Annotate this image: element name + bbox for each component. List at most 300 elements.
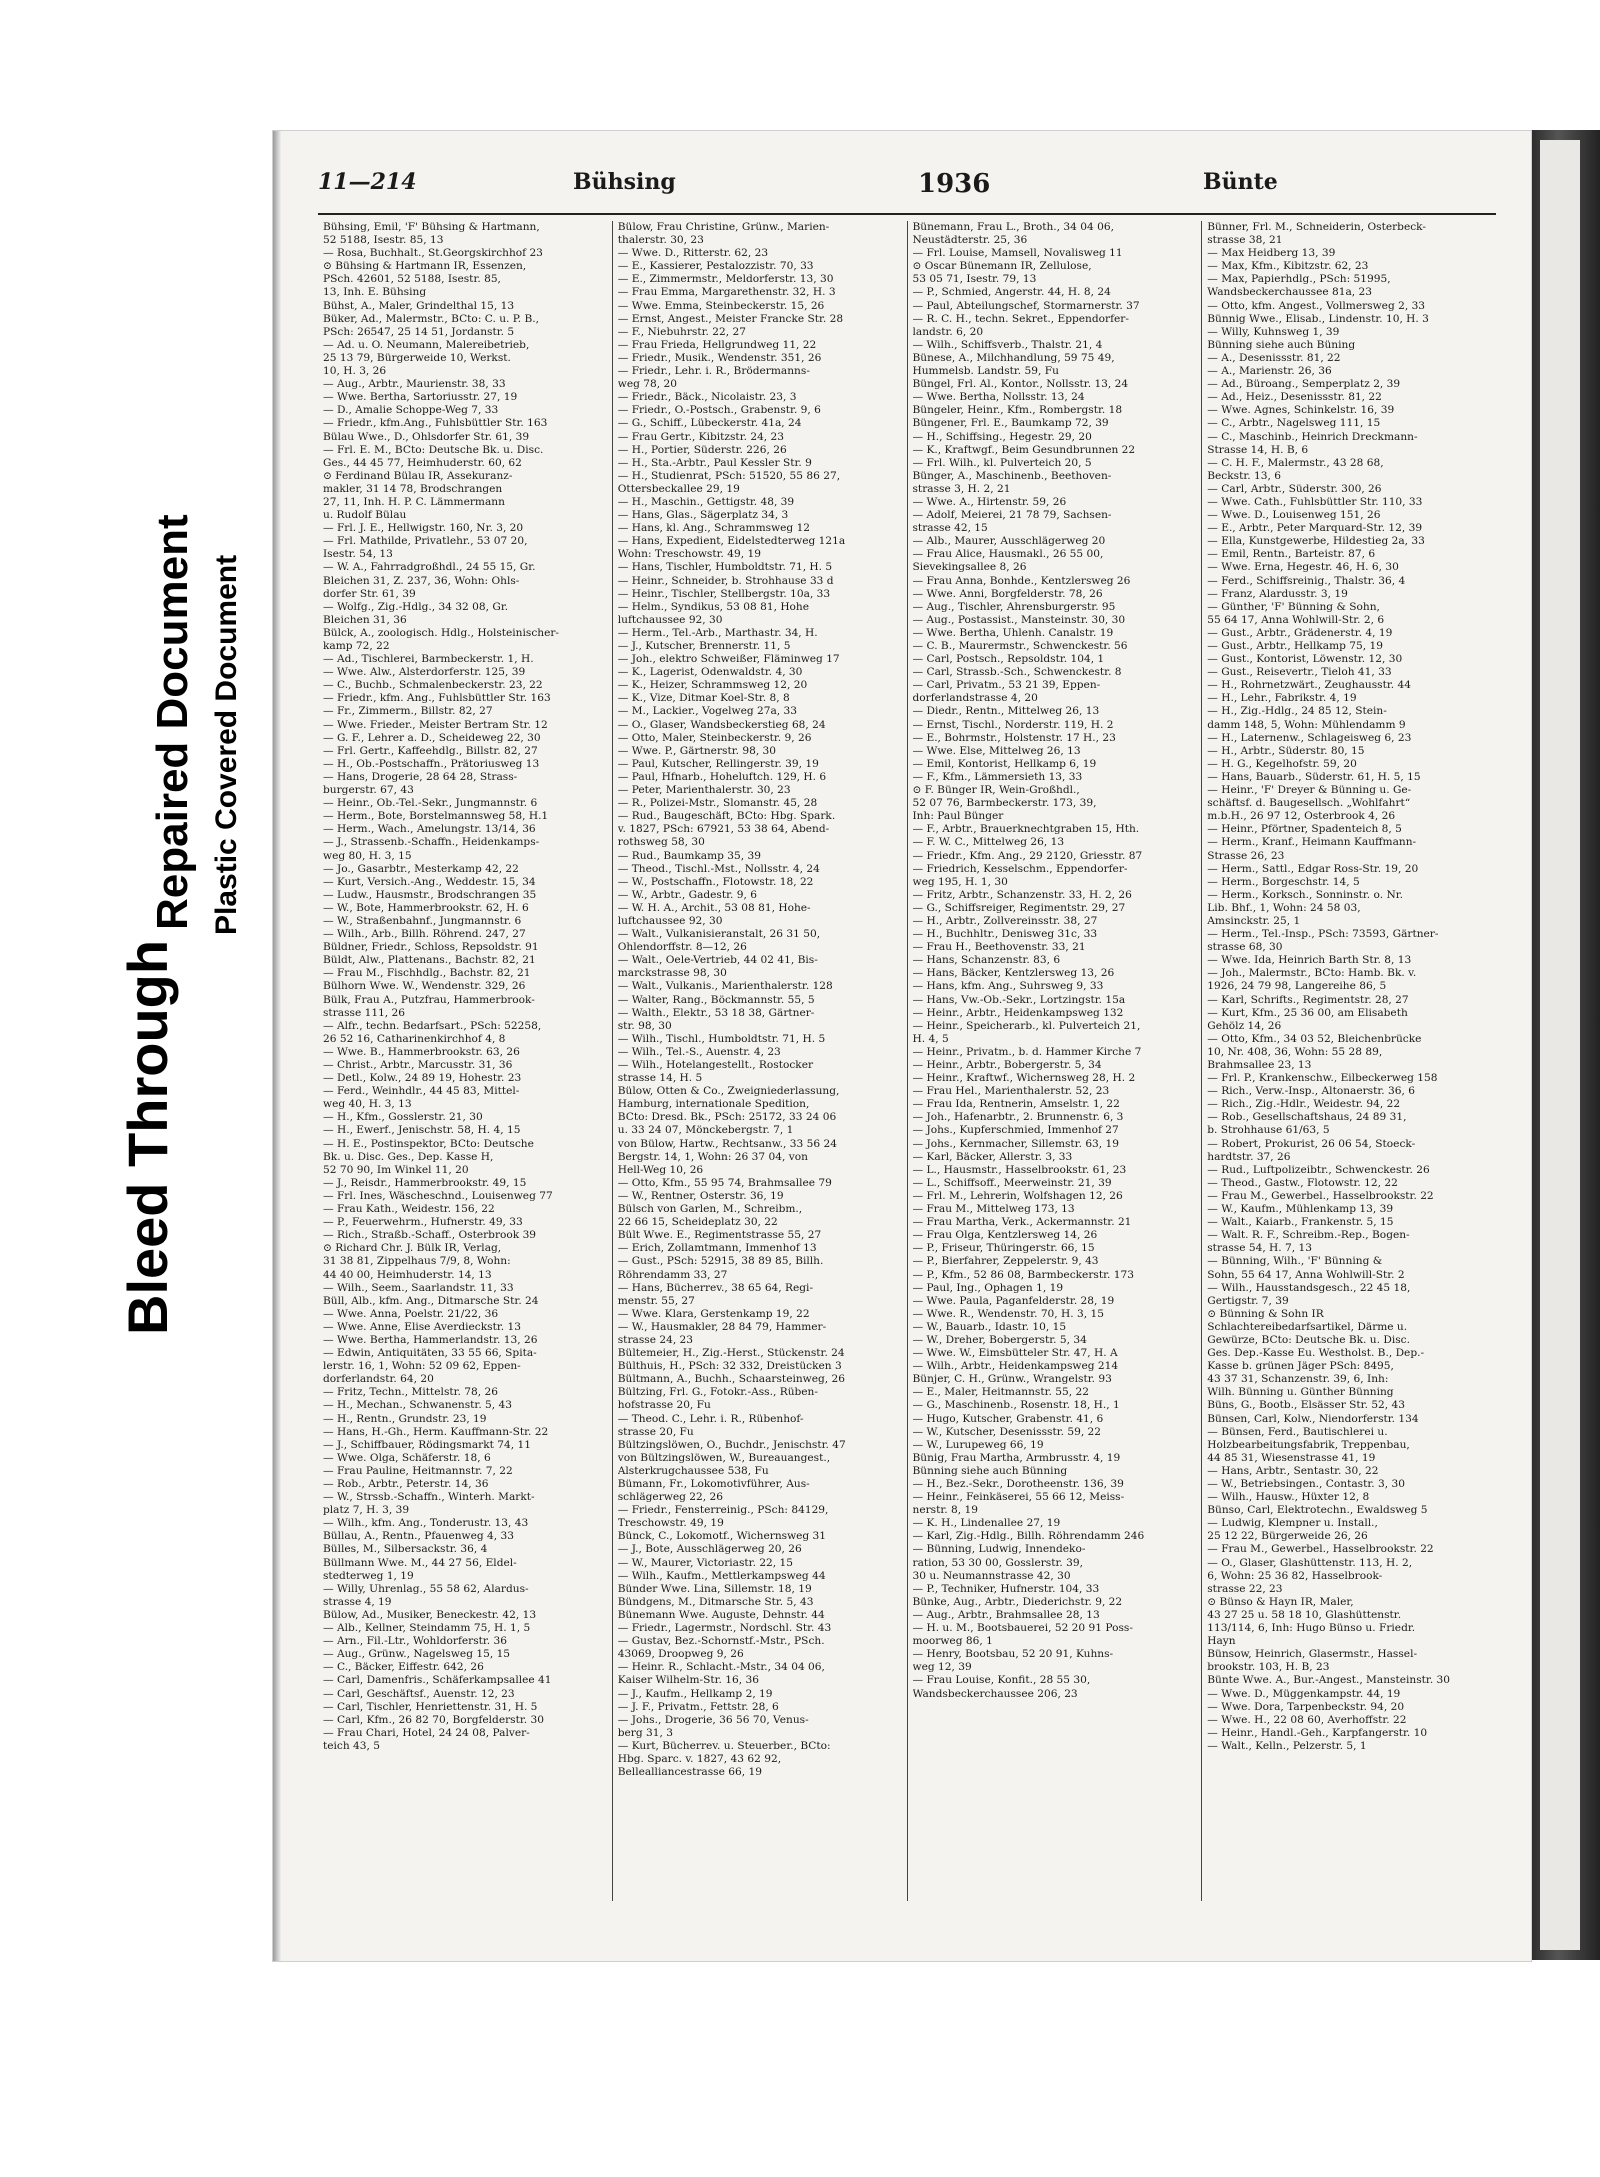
directory-entry-line: strasse 38, 21	[1207, 234, 1283, 247]
directory-entry-line: — Ad., Heiz., Desenissstr. 81, 22	[1207, 391, 1382, 404]
directory-entry-line: — Max, Papierhdlg., PSch: 51995,	[1207, 273, 1391, 286]
directory-entry-line: — C., Arbtr., Nagelsweg 111, 15	[1207, 417, 1381, 430]
directory-entry-line: — Frau Pauline, Heitmannstr. 7, 22	[323, 1464, 513, 1477]
directory-entry-line: Ohlendorffstr. 8—12, 26	[617, 941, 747, 954]
directory-entry-line: 44 85 31, Wiesenstrasse 41, 19	[1207, 1451, 1376, 1464]
directory-entry-line: — F. W. C., Mittelweg 26, 13	[912, 836, 1065, 849]
directory-entry-line: — Joh., Malermstr., BCto: Hamb. Bk. v.	[1207, 967, 1417, 980]
directory-entry-line: 31 38 81, Zippelhaus 7/9, 8, Wohn:	[323, 1255, 511, 1268]
directory-entry-line: — Wwe. Paula, Paganfelderstr. 28, 19	[912, 1294, 1115, 1307]
directory-entry-line: ⊙ Ferdinand Bülau IR, Assekuranz-	[323, 469, 513, 482]
directory-entry-line: schäftsf. d. Baugesellsch. „Wohlfahrt“	[1207, 797, 1411, 810]
directory-entry-line: — Hans, Vw.-Ob.-Sekr., Lortzingstr. 15a	[912, 993, 1126, 1006]
directory-entry-line: — Frau Frieda, Hellgrundweg 11, 22	[617, 338, 817, 351]
directory-entry-line: — Adolf, Meierei, 21 78 79, Sachsen-	[912, 509, 1112, 522]
directory-entry-line: — Walt., Kaiarb., Frankenstr. 5, 15	[1207, 1216, 1394, 1229]
directory-entry-line: — Peter, Marienthalerstr. 30, 23	[617, 784, 791, 797]
directory-entry-line: — Alfr., techn. Bedarfsart., PSch: 52258,	[323, 1019, 542, 1032]
directory-entry-line: — H., Studienrat, PSch: 51520, 55 86 27,	[617, 469, 841, 482]
directory-entry-line: Bühsing, Emil, 'F' Bühsing & Hartmann,	[323, 221, 540, 233]
directory-entry-line: — Ludw., Hausmstr., Brodschrangen 35	[323, 888, 537, 901]
directory-entry-line: — M., Lackier., Vogelweg 27a, 33	[617, 705, 798, 718]
entry-columns	[318, 221, 1496, 1901]
directory-entry-line: — Heinr., Pförtner, Spadenteich 8, 5	[1207, 823, 1402, 836]
directory-entry-line: — Kurt, Kfm., 25 36 00, am Elisabeth	[1207, 1006, 1408, 1019]
directory-entry-line: — Wwe. Bertha, Uhlenh. Canalstr. 19	[912, 626, 1114, 639]
directory-entry-line: — P., Feuerwehrm., Hufnerstr. 49, 33	[323, 1216, 523, 1229]
directory-entry-line: PSch: 26547, 25 14 51, Jordanstr. 5	[323, 325, 515, 338]
directory-entry-line: — C., Buchb., Schmalenbeckerstr. 23, 22	[323, 679, 543, 692]
directory-entry-line: — W., Arbtr., Gadestr. 9, 6	[617, 888, 757, 901]
directory-entry-line: — Frau Alice, Hausmakl., 26 55 00,	[912, 548, 1104, 561]
directory-entry-line: berg 31, 3	[617, 1726, 673, 1739]
directory-entry-line: strasse 42, 15	[912, 522, 988, 535]
directory-entry-line: kamp 72, 22	[323, 640, 390, 652]
directory-entry-line: — A., Desenissstr. 81, 22	[1207, 351, 1341, 364]
directory-entry-line: — Herm., Kranf., Heimann Kauffmann-	[1207, 836, 1417, 849]
directory-entry-line: — Wwe. Bertha, Nollsstr. 13, 24	[912, 391, 1085, 404]
directory-entry-line: — Joh., Hafenarbtr., 2. Brunnenstr. 6, 3	[912, 1111, 1124, 1124]
directory-entry-line: — Fritz, Techn., Mittelstr. 78, 26	[323, 1386, 498, 1399]
directory-entry-line: — Rud., Luftpolizeibtr., Schwenckestr. 26	[1207, 1163, 1430, 1176]
directory-entry-line: — Frl. Wilh., kl. Pulverteich 20, 5	[912, 456, 1092, 469]
directory-entry-line: — Willy, Kuhnsweg 1, 39	[1207, 325, 1340, 338]
directory-entry-line: — Frau M., Gewerbel., Hasselbrookstr. 22	[1207, 1189, 1434, 1202]
directory-entry-line: Holzbearbeitungsfabrik, Treppenbau,	[1207, 1438, 1410, 1451]
directory-entry-line: — Johs., Kupferschmied, Immenhof 27	[912, 1124, 1119, 1137]
directory-entry-line: — Gustav, Bez.-Schornstf.-Mstr., PSch.	[617, 1635, 825, 1648]
directory-entry-line: ⊙ Richard Chr. J. Bülk IR, Verlag,	[323, 1242, 502, 1255]
directory-entry-line: — Walth., Elektr., 53 18 38, Gärtner-	[617, 1006, 815, 1019]
directory-entry-line: Gehölz 14, 26	[1207, 1019, 1282, 1032]
directory-entry-line: Bleichen 31, Z. 237, 36, Wohn: Ohls-	[323, 574, 520, 587]
directory-entry-line: — Heinr., Schneider, b. Strohhause 33 d	[617, 574, 834, 587]
directory-entry-line: — Wwe. Erna, Hegestr. 46, H. 6, 30	[1207, 561, 1399, 574]
directory-entry-line: — Christ., Arbtr., Marcusstr. 31, 36	[323, 1059, 513, 1071]
directory-entry-line: — Wwe. Alw., Alsterdorferstr. 125, 39	[323, 666, 526, 679]
directory-entry-line: — G., Schiff., Lübeckerstr. 41a, 24	[617, 417, 802, 430]
directory-entry-line: Bellealliancestrasse 66, 19	[617, 1766, 762, 1779]
directory-entry-line: — Wwe. B., Hammerbrookstr. 63, 26	[323, 1045, 520, 1058]
directory-entry-line: — W., Straßenbahnf., Jungmannstr. 6	[323, 914, 522, 927]
directory-entry-line: — L., Hausmstr., Hasselbrookstr. 61, 23	[912, 1163, 1127, 1176]
directory-entry-line: — Walter, Rang., Böckmannstr. 55, 5	[617, 993, 815, 1006]
directory-entry-line: — Herm., Wach., Amelungstr. 13/14, 36	[323, 823, 536, 836]
directory-entry-line: — H., Sta.-Arbtr., Paul Kessler Str. 9	[617, 456, 812, 469]
directory-entry-line: — F., Kfm., Lämmersieth 13, 33	[912, 770, 1083, 783]
header-keyword-right: Bünte	[1203, 169, 1278, 195]
directory-entry-line: — Wwe. D., Ritterstr. 62, 23	[617, 247, 769, 260]
directory-entry-line: — Friedr., Lagermstr., Nordschl. Str. 43	[617, 1622, 832, 1635]
directory-entry-line: nerstr. 8, 19	[912, 1504, 978, 1517]
directory-entry-line: Kasse b. grünen Jäger PSch: 8495,	[1207, 1360, 1394, 1373]
directory-entry-line: — Wwe. D., Müggenkampstr. 44, 19	[1207, 1687, 1401, 1700]
directory-entry-line: — Max, Kfm., Kibitzstr. 62, 23	[1207, 260, 1369, 273]
directory-entry-line: Bünemann Wwe. Auguste, Dehnstr. 44	[617, 1608, 825, 1621]
directory-entry-line: — Gust., Reisevertr., Tieloh 41, 33	[1207, 666, 1392, 679]
directory-entry-line: — W., Strssb.-Schaffn., Winterh. Markt-	[323, 1491, 535, 1504]
directory-entry-line: — Wwe. R., Wendenstr. 70, H. 3, 15	[912, 1307, 1104, 1320]
directory-entry-line: weg 195, H. 1, 30	[912, 875, 1008, 888]
directory-entry-line: — Wilh., Schiffsverb., Thalstr. 21, 4	[912, 338, 1103, 351]
directory-entry-line: — Ferd., Schiffsreinig., Thalstr. 36, 4	[1207, 574, 1406, 587]
directory-entry-line: — E., Bohrmstr., Holstenstr. 17 H., 23	[912, 731, 1116, 744]
directory-entry-line: — Carl, Damenfris., Schäferkampsallee 41	[323, 1674, 552, 1687]
directory-entry-line: — K., Lagerist, Odenwaldstr. 4, 30	[617, 666, 803, 679]
directory-entry-line: H. 4, 5	[912, 1032, 949, 1045]
directory-entry-line: 52 70 90, Im Winkel 11, 20	[323, 1163, 469, 1176]
directory-entry-line: — H., Buchhltr., Denisweg 31c, 33	[912, 928, 1098, 941]
directory-entry-line: — H., Portier, Süderstr. 226, 26	[617, 443, 787, 456]
directory-entry-line: 52 5188, Isestr. 85, 13	[323, 234, 444, 247]
directory-entry-line: — E., Maler, Heitmannstr. 55, 22	[912, 1386, 1089, 1399]
directory-entry-line: Bünte Wwe. A., Bur.-Angest., Mansteinstr. 30	[1207, 1674, 1451, 1687]
directory-entry-line: Kaiser Wilhelm-Str. 16, 36	[617, 1674, 759, 1687]
directory-entry-line: — R. C. H., techn. Sekret., Eppendorfer-	[912, 312, 1129, 325]
directory-entry-line: 6, Wohn: 25 36 82, Hasselbrook-	[1207, 1569, 1383, 1582]
page-header	[318, 169, 1496, 209]
directory-entry-line: Bünjer, C. H., Grünw., Wrangelstr. 93	[912, 1373, 1112, 1386]
directory-entry-line: Schlachtereibedarfsartikel, Därme u.	[1207, 1320, 1408, 1333]
directory-entry-line: Bünke, Aug., Arbtr., Diederichstr. 9, 22	[912, 1595, 1123, 1608]
directory-entry-line: — Heinr. R., Schlacht.-Mstr., 34 04 06,	[617, 1661, 825, 1674]
directory-entry-line: — H., Ob.-Postschaffn., Prätoriusweg 13	[323, 757, 540, 770]
directory-entry-line: strasse 22, 23	[1207, 1582, 1283, 1595]
label-bleed-through: Bleed Through	[116, 939, 179, 1335]
directory-entry-line: — C. B., Maurermstr., Schwenckestr. 56	[912, 640, 1128, 652]
directory-entry-line: — Wilh., Hausw., Hüxter 12, 8	[1207, 1491, 1370, 1504]
directory-entry-line: Wandsbeckerchaussee 206, 23	[912, 1687, 1078, 1700]
directory-entry-line: — Frau Emma, Margarethenstr. 32, H. 3	[617, 286, 836, 299]
directory-entry-line: — Walt., Kelln., Pelzerstr. 5, 1	[1207, 1739, 1367, 1752]
directory-entry-line: — Aug., Arbtr., Brahmsallee 28, 13	[912, 1608, 1100, 1621]
directory-entry-line: Hayn	[1207, 1635, 1236, 1648]
directory-entry-line: — Hans, kfm. Ang., Suhrsweg 9, 33	[912, 980, 1104, 993]
directory-entry-line: Büns, G., Bootb., Elsässer Str. 52, 43	[1207, 1399, 1406, 1412]
directory-entry-line: strasse 54, H. 7, 13	[1207, 1242, 1312, 1255]
directory-entry-line: — Detl., Kolw., 24 89 19, Hohestr. 23	[323, 1072, 522, 1085]
directory-entry-line: platz 7, H. 3, 39	[323, 1504, 410, 1517]
directory-entry-line: — C. H. F., Malermstr., 43 28 68,	[1207, 456, 1384, 469]
directory-entry-line: — Herm., Tel.-Insp., PSch: 73593, Gärtner-	[1207, 928, 1439, 941]
directory-entry-line: Sievekingsallee 8, 26	[912, 561, 1027, 574]
directory-entry-line: — Bünning, Ludwig, Innendeko-	[912, 1543, 1086, 1556]
directory-entry-line: — Rich., Zig.-Hdlr., Weidestr. 94, 22	[1207, 1098, 1401, 1111]
column-1	[318, 221, 613, 1901]
directory-entry-line: Bünsow, Heinrich, Glasermstr., Hassel-	[1207, 1648, 1418, 1661]
directory-entry-line: Büker, Ad., Malermstr., BCto: C. u. P. B.,	[323, 312, 540, 325]
directory-entry-line: stedterweg 1, 19	[323, 1569, 414, 1582]
directory-entry-line: schlägerweg 22, 26	[617, 1491, 723, 1504]
directory-entry-line: — W., Kutscher, Desenissstr. 59, 22	[912, 1425, 1102, 1438]
directory-entry-line: — W. A., Fahrradgroßhdl., 24 55 15, Gr.	[323, 561, 536, 574]
directory-entry-line: — Frl. P., Krankenschw., Eilbeckerweg 158	[1207, 1072, 1438, 1085]
directory-entry-line: Bünger, A., Maschinenb., Beethoven-	[912, 469, 1112, 482]
directory-entry-line: — Gust., Arbtr., Grädenerstr. 4, 19	[1207, 626, 1393, 639]
directory-entry-line: — Wwe. Agnes, Schinkelstr. 16, 39	[1207, 404, 1395, 417]
directory-entry-line: — Henry, Bootsbau, 52 20 91, Kuhns-	[912, 1648, 1114, 1661]
directory-entry-line: Büngeler, Heinr., Kfm., Rombergstr. 18	[912, 404, 1123, 417]
directory-entry-line: 53 05 71, Isestr. 79, 13	[912, 273, 1037, 286]
column-3	[908, 221, 1203, 1901]
directory-entry-line: Alsterkrugchaussee 538, Fu	[617, 1464, 769, 1477]
directory-entry-line: — Joh., elektro Schweißer, Fläminweg 17	[617, 653, 840, 666]
directory-entry-line: 55 64 17, Anna Wohlwill-Str. 2, 6	[1207, 613, 1385, 626]
directory-entry-line: — Frau Kath., Weidestr. 156, 22	[323, 1203, 495, 1216]
directory-entry-line: Bünnig Wwe., Elisab., Lindenstr. 10, H. 3	[1207, 312, 1429, 325]
directory-entry-line: — Frau Louise, Konfit., 28 55 30,	[912, 1674, 1091, 1687]
directory-entry-line: — Bünning, Wilh., 'F' Bünning &	[1207, 1255, 1383, 1268]
directory-entry-line: — Wwe. Emma, Steinbeckerstr. 15, 26	[617, 299, 825, 312]
directory-entry-line: — H., Arbtr., Zollvereinsstr. 38, 27	[912, 914, 1098, 927]
directory-entry-line: thalerstr. 30, 23	[617, 234, 704, 247]
directory-entry-line: dorferlandstr. 64, 20	[323, 1373, 434, 1386]
directory-entry-line: — Wwe. Else, Mittelweg 26, 13	[912, 744, 1081, 757]
directory-entry-line: — Ad., Büroang., Semperplatz 2, 39	[1207, 378, 1401, 391]
column-4	[1202, 221, 1496, 1901]
directory-entry-line: — Carl, Arbtr., Süderstr. 300, 26	[1207, 482, 1382, 495]
directory-entry-line: — K., Kraftwgf., Beim Gesundbrunnen 22	[912, 443, 1136, 456]
directory-entry-line: — Frau Martha, Verk., Ackermannstr. 21	[912, 1216, 1132, 1229]
directory-entry-line: — W., Postschaffn., Flotowstr. 18, 22	[617, 875, 814, 888]
directory-entry-line: Bünese, A., Milchhandlung, 59 75 49,	[912, 351, 1115, 364]
column-2	[613, 221, 908, 1901]
directory-entry-line: — Herm., Tel.-Arb., Marthastr. 34, H.	[617, 626, 818, 639]
directory-entry-line: — W., Kaufm., Mühlenkamp 13, 39	[1207, 1203, 1394, 1216]
directory-entry-line: dorfer Str. 61, 39	[323, 587, 416, 600]
directory-entry-line: — Hans, kl. Ang., Schrammsweg 12	[617, 522, 811, 535]
directory-entry-line: Hell-Weg 10, 26	[617, 1163, 704, 1176]
directory-entry-line: Büll, Alb., kfm. Ang., Ditmarsche Str. 24	[323, 1294, 539, 1307]
directory-entry-line: Bülsch von Garlen, M., Schreibm.,	[617, 1203, 803, 1216]
directory-entry-line: — Frau M., Mittelweg 173, 13	[912, 1203, 1075, 1216]
directory-entry-line: strasse 4, 19	[323, 1595, 392, 1608]
directory-entry-line: u. 33 24 07, Mönckebergstr. 7, 1	[617, 1124, 794, 1137]
directory-entry-line: Gertigstr. 7, 39	[1207, 1294, 1289, 1307]
directory-entry-line: Bült Wwe. E., Regimentstrasse 55, 27	[617, 1229, 822, 1242]
directory-entry-line: — P., Schmied, Angerstr. 44, H. 8, 24	[912, 286, 1111, 299]
directory-entry-line: strasse 20, Fu	[617, 1425, 694, 1438]
directory-entry-line: — E., Kassierer, Pestalozzistr. 70, 33	[617, 260, 814, 273]
directory-entry-line: — Friedr., Bäck., Nicolaistr. 23, 3	[617, 391, 797, 404]
label-repaired-document: Repaired Document	[148, 514, 197, 930]
directory-entry-line: 44 40 00, Heimhuderstr. 14, 13	[323, 1268, 492, 1281]
directory-entry-line: 22 66 15, Scheideplatz 30, 22	[617, 1216, 778, 1229]
directory-entry-line: — Rud., Baugeschäft, BCto: Hbg. Spark.	[617, 810, 836, 823]
directory-entry-line: — Wilh., Tel.-S., Auenstr. 4, 23	[617, 1045, 781, 1058]
directory-entry-line: — Ad. u. O. Neumann, Malereibetrieb,	[323, 338, 530, 351]
directory-entry-line: — Carl, Strassb.-Sch., Schwenckestr. 8	[912, 666, 1122, 679]
directory-entry-line: — Herm., Bote, Borstelmannsweg 58, H.1	[323, 810, 549, 823]
directory-entry-line: — K., Vize, Ditmar Koel-Str. 8, 8	[617, 692, 790, 705]
directory-entry-line: — Hans, Schanzenstr. 83, 6	[912, 954, 1061, 967]
directory-entry-line: Bühst, A., Maler, Grindelthal 15, 13	[323, 299, 515, 312]
directory-entry-line: — Wilh., Arb., Billh. Röhrend. 247, 27	[323, 928, 526, 941]
directory-entry-line: — Wwe. Dora, Tarpenbeckstr. 94, 20	[1207, 1700, 1405, 1713]
directory-entry-line: — Wwe. Anna, Poelstr. 21/22, 36	[323, 1307, 499, 1320]
directory-entry-line: — Friedr., Lehr. i. R., Brödermanns-	[617, 365, 810, 378]
directory-entry-line: — Friedr., kfm.Ang., Fuhlsbüttler Str. 163	[323, 417, 548, 430]
directory-entry-line: — Emil, Kontorist, Hellkamp 6, 19	[912, 757, 1097, 770]
directory-entry-line: strasse 111, 26	[323, 1006, 406, 1019]
directory-entry-line: moorweg 86, 1	[912, 1635, 993, 1648]
directory-entry-line: — Jo., Gasarbtr., Mesterkamp 42, 22	[323, 862, 519, 875]
directory-entry-line: Gewürze, BCto: Deutsche Bk. u. Disc.	[1207, 1333, 1410, 1346]
directory-entry-line: — G., Schiffsreiger, Regimentstr. 29, 27	[912, 901, 1126, 914]
directory-entry-line: Büngener, Frl. E., Baumkamp 72, 39	[912, 417, 1109, 430]
directory-entry-line: — Frau H., Beethovenstr. 33, 21	[912, 941, 1086, 954]
directory-entry-line: — Wwe. Anne, Elise Averdieckstr. 13	[323, 1320, 521, 1333]
directory-entry-line: — Friedr., O.-Postsch., Grabenstr. 9, 6	[617, 404, 821, 417]
directory-entry-line: weg 80, H. 3, 15	[323, 849, 412, 862]
directory-entry-line: Bünso, Carl, Elektrotechn., Ewaldsweg 5	[1207, 1504, 1428, 1517]
directory-entry-line: — Hans, Bäcker, Kentzlersweg 13, 26	[912, 967, 1115, 980]
directory-entry-line: 43 27 25 u. 58 18 10, Glashüttenstr.	[1207, 1608, 1402, 1621]
directory-entry-line: — Carl, Geschäftsf., Auenstr. 12, 23	[323, 1687, 515, 1700]
directory-entry-line: — Rich., Verw.-Insp., Altonaerstr. 36, 6	[1207, 1085, 1415, 1098]
directory-entry-line: — Wolfg., Zig.-Hdlg., 34 32 08, Gr.	[323, 600, 509, 613]
directory-entry-line: Bülow, Frau Christine, Grünw., Marien-	[617, 221, 830, 233]
directory-entry-line: — Johs., Drogerie, 36 56 70, Venus-	[617, 1713, 809, 1726]
directory-entry-line: Beckstr. 13, 6	[1207, 469, 1281, 482]
directory-entry-line: — Robert, Prokurist, 26 06 54, Stoeck-	[1207, 1137, 1416, 1150]
directory-entry-line: weg 40, H. 3, 13	[323, 1098, 412, 1111]
directory-entry-line: Bünning siehe auch Bünning	[912, 1464, 1068, 1477]
directory-entry-line: 113/114, 6, Inh: Hugo Bünso u. Friedr.	[1207, 1622, 1416, 1635]
directory-entry-line: — Fr., Zimmerm., Billstr. 82, 27	[323, 705, 493, 718]
directory-entry-line: Ottersbeckallee 29, 19	[617, 482, 740, 495]
directory-entry-line: ⊙ Oscar Bünemann IR, Zellulose,	[912, 260, 1092, 273]
directory-entry-line: weg 12, 39	[912, 1661, 972, 1674]
directory-entry-line: Lib. Bhf., 1, Wohn: 24 58 03,	[1207, 901, 1361, 914]
directory-entry-line: — H., Ewerf., Jenischstr. 58, H. 4, 15	[323, 1124, 521, 1137]
directory-entry-line: menstr. 55, 27	[617, 1294, 695, 1307]
directory-entry-line: — Hans, H.-Gh., Herm. Kauffmann-Str. 22	[323, 1425, 549, 1438]
directory-entry-line: — Hans, Arbtr., Sentastr. 30, 22	[1207, 1464, 1379, 1477]
directory-entry-line: Röhrendamm 33, 27	[617, 1268, 728, 1281]
directory-entry-line: — Edwin, Antiquitäten, 33 55 66, Spita-	[323, 1347, 537, 1360]
directory-entry-line: — Karl, Schrifts., Regimentstr. 28, 27	[1207, 993, 1409, 1006]
directory-entry-line: — O., Glaser, Wandsbeckerstieg 68, 24	[617, 718, 826, 731]
directory-entry-line: Isestr. 54, 13	[323, 548, 393, 561]
directory-entry-line: — Frau Chari, Hotel, 24 24 08, Palver-	[323, 1726, 530, 1739]
directory-entry-line: Ges., 44 45 77, Heimhuderstr. 60, 62	[323, 456, 522, 469]
directory-entry-line: — Kurt, Bücherrev. u. Steuerber., BCto:	[617, 1739, 831, 1752]
directory-entry-line: hardtstr. 37, 26	[1207, 1150, 1291, 1163]
directory-entry-line: hofstrasse 20, Fu	[617, 1399, 711, 1412]
directory-entry-line: Bülck, A., zoologisch. Hdlg., Holsteinischer-	[323, 626, 560, 639]
directory-entry-line: — Wwe. Frieder., Meister Bertram Str. 12	[323, 718, 548, 731]
directory-entry-line: b. Strohhause 61/63, 5	[1207, 1124, 1330, 1137]
directory-entry-line: Wilh. Bünning u. Günther Bünning	[1207, 1386, 1394, 1399]
directory-entry-line: Bk. u. Disc. Ges., Dep. Kasse H,	[323, 1150, 494, 1163]
directory-entry-line: — K. H., Lindenallee 27, 19	[912, 1517, 1061, 1530]
directory-entry-line: — Fritz, Arbtr., Schanzenstr. 33, H. 2, 26	[912, 888, 1132, 901]
directory-entry-line: Bünemann, Frau L., Broth., 34 04 06,	[912, 221, 1114, 233]
directory-entry-line: Sohn, 55 64 17, Anna Wohlwill-Str. 2	[1207, 1268, 1405, 1281]
directory-entry-line: — H. G., Kegelhofstr. 59, 20	[1207, 757, 1357, 770]
directory-entry-line: — Arn., Fil.-Ltr., Wohldorferstr. 36	[323, 1635, 508, 1648]
directory-entry-line: Ges. Dep.-Kasse Eu. Westholst. B., Dep.-	[1207, 1347, 1425, 1360]
header-year: 1936	[918, 169, 991, 199]
directory-entry-line: Inh: Paul Bünger	[912, 810, 1004, 823]
directory-entry-line: — P., Bierfahrer, Zeppelerstr. 9, 43	[912, 1255, 1099, 1268]
directory-entry-line: Bünder Wwe. Lina, Sillemstr. 18, 19	[617, 1582, 812, 1595]
directory-entry-line: von Bültzingslöwen, W., Bureauangest.,	[617, 1451, 831, 1464]
directory-entry-line: — Heinr., Ob.-Tel.-Sekr., Jungmannstr. 6	[323, 797, 538, 810]
directory-entry-line: ⊙ Bühsing & Hartmann IR, Essenzen,	[323, 260, 527, 273]
directory-entry-line: — Theod., Tischl.-Mst., Nollsstr. 4, 24	[617, 862, 820, 875]
directory-entry-line: landstr. 6, 20	[912, 325, 984, 338]
directory-entry-line: 10, Nr. 408, 36, Wohn: 55 28 89,	[1207, 1045, 1383, 1058]
directory-entry-line: von Bülow, Hartw., Rechtsanw., 33 56 24	[617, 1137, 837, 1150]
directory-entry-line: — H., Zig.-Hdlg., 24 85 12, Stein-	[1207, 705, 1387, 718]
directory-entry-line: — Wwe. Klara, Gerstenkamp 19, 22	[617, 1307, 810, 1320]
directory-entry-line: — H., Rohrnetzwärt., Zeughausstr. 44	[1207, 679, 1411, 692]
directory-entry-line: — A., Marienstr. 26, 36	[1207, 365, 1332, 378]
directory-entry-line: — Walt., Oele-Vertrieb, 44 02 41, Bis-	[617, 954, 818, 967]
directory-entry-line: — Heinr., Privatm., b. d. Hammer Kirche 7	[912, 1045, 1142, 1058]
directory-entry-line: — Wwe. H., 22 08 60, Averhoffstr. 22	[1207, 1713, 1407, 1726]
directory-entry-line: — Wilh., Seem., Saarlandstr. 11, 33	[323, 1281, 514, 1294]
directory-entry-line: — Rud., Baumkamp 35, 39	[617, 849, 761, 862]
directory-entry-line: Brahmsallee 23, 13	[1207, 1059, 1312, 1071]
directory-entry-line: — W., Hausmakler, 28 84 79, Hammer-	[617, 1320, 827, 1333]
directory-entry-line: damm 148, 5, Wohn: Mühlendamm 9	[1207, 718, 1406, 731]
directory-entry-line: — Wwe. P., Gärtnerstr. 98, 30	[617, 744, 777, 757]
directory-entry-line: — Wilh., Tischl., Humboldtstr. 71, H. 5	[617, 1032, 826, 1045]
directory-entry-line: Bülau Wwe., D., Ohlsdorfer Str. 61, 39	[323, 430, 530, 443]
directory-entry-line: Bünig, Frau Martha, Armbrusstr. 4, 19	[912, 1451, 1121, 1464]
directory-entry-line: burgerstr. 67, 43	[323, 784, 414, 797]
directory-entry-line: — F., Niebuhrstr. 22, 27	[617, 325, 746, 338]
directory-entry-line: makler, 31 14 78, Brodschrangen	[323, 482, 503, 495]
directory-entry-line: — Paul, Abteilungschef, Stormarnerstr. 37	[912, 299, 1140, 312]
directory-entry-line: — Wwe. A., Hirtenstr. 59, 26	[912, 495, 1067, 508]
directory-entry-line: — Friedr., Musik., Wendenstr. 351, 26	[617, 351, 822, 364]
directory-entry-line: — W. H. A., Archit., 53 08 81, Hohe-	[617, 901, 811, 914]
directory-entry-line: lerstr. 16, 1, Wohn: 52 09 62, Eppen-	[323, 1360, 521, 1373]
directory-entry-line: — C., Maschinb., Heinrich Dreckmann-	[1207, 430, 1418, 443]
directory-entry-line: — Max Heidberg 13, 39	[1207, 247, 1336, 260]
directory-entry-line: — Johs., Kernmacher, Sillemstr. 63, 19	[912, 1137, 1120, 1150]
directory-entry-line: — Frau Anna, Bonhde., Kentzlersweg 26	[912, 574, 1131, 587]
directory-entry-line: — H. E., Postinspektor, BCto: Deutsche	[323, 1137, 534, 1150]
directory-entry-line: 43069, Droopweg 9, 26	[617, 1648, 744, 1661]
directory-entry-line: strasse 3, H. 2, 21	[912, 482, 1011, 495]
directory-entry-line: str. 98, 30	[617, 1019, 672, 1032]
directory-entry-line: — G. F., Lehrer a. D., Scheideweg 22, 30	[323, 731, 541, 744]
directory-entry-line: — H., Kfm., Gosslerstr. 21, 30	[323, 1111, 483, 1124]
directory-entry-line: — Paul, Kutscher, Rellingerstr. 39, 19	[617, 757, 819, 770]
directory-entry-line: — Ad., Tischlerei, Barmbeckerstr. 1, H.	[323, 653, 534, 666]
directory-entry-line: — Wwe. D., Louisenweg 151, 26	[1207, 509, 1381, 522]
directory-entry-line: — Theod. C., Lehr. i. R., Rübenhof-	[617, 1412, 804, 1425]
directory-entry-line: — J., Strassenb.-Schaffn., Heidenkamps-	[323, 836, 540, 849]
directory-entry-line: — Carl, Postsch., Repsoldstr. 104, 1	[912, 653, 1105, 666]
directory-entry-line: strasse 24, 23	[617, 1333, 694, 1346]
directory-entry-line: — P., Friseur, Thüringerstr. 66, 15	[912, 1242, 1095, 1255]
directory-entry-line: ⊙ Bünso & Hayn IR, Maler,	[1207, 1595, 1354, 1608]
directory-entry-line: Büngel, Frl. Al., Kontor., Nollsstr. 13, 24	[912, 378, 1129, 391]
directory-entry-line: — Wilh., Hausstandsgesch., 22 45 18,	[1207, 1281, 1411, 1294]
directory-entry-line: — Wilh., Arbtr., Heidenkampsweg 214	[912, 1360, 1119, 1373]
directory-entry-line: teich 43, 5	[323, 1739, 380, 1752]
directory-entry-line: — Erich, Zollamtmann, Immenhof 13	[617, 1242, 817, 1255]
directory-entry-line: — Gust., Arbtr., Hellkamp 75, 19	[1207, 640, 1383, 652]
directory-entry-line: Bünning siehe auch Büning	[1207, 338, 1356, 351]
directory-entry-line: Hbg. Sparc. v. 1827, 43 62 92,	[617, 1752, 782, 1765]
